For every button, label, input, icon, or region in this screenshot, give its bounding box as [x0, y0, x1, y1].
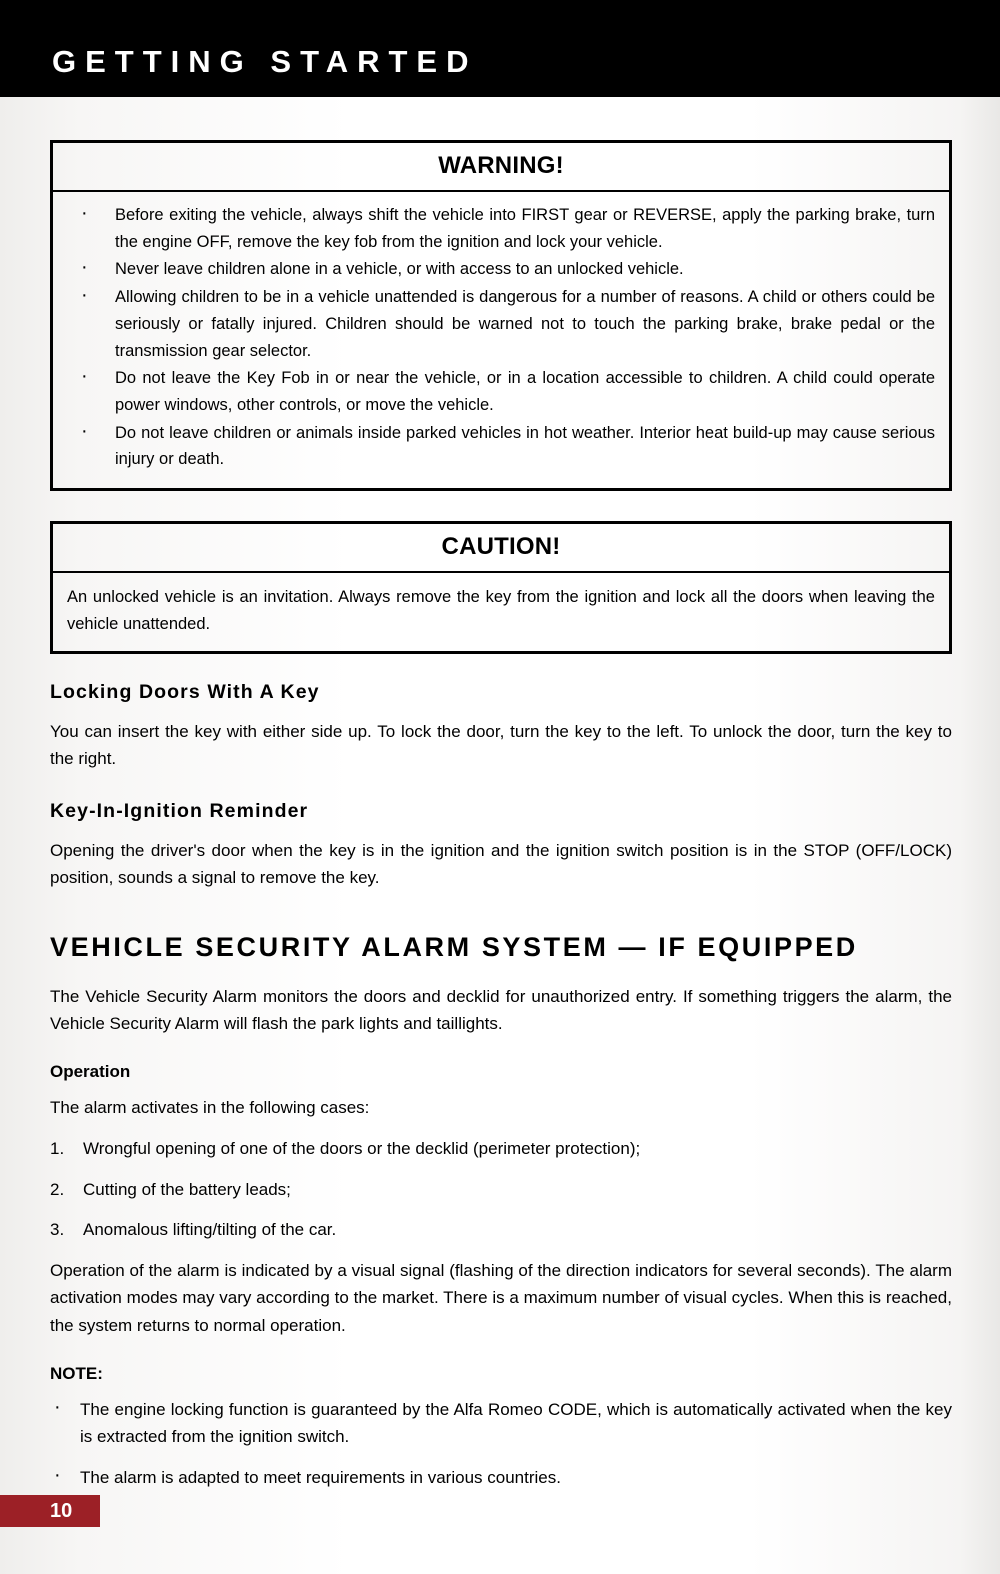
section-heading-key-in-ignition: Key-In-Ignition Reminder	[50, 799, 309, 822]
caution-heading: CAUTION!	[53, 524, 949, 573]
list-item-text: Wrongful opening of one of the doors or the decklid (perimeter protection);	[83, 1139, 641, 1159]
paragraph-operation-intro: The alarm activates in the following cases:	[50, 1097, 370, 1117]
page-title: GETTING STARTED	[52, 44, 478, 79]
caution-box	[50, 521, 952, 653]
list-item: · The engine locking function is guaranteed by the Alfa Romeo CODE, which is automatically activated when the key is extracted from the ignition switch.	[50, 1396, 952, 1451]
page-content	[0, 97, 1000, 1504]
section-heading-locking-doors: Locking Doors With A Key	[50, 680, 320, 703]
paragraph-key-in-ignition: Opening the driver's door when the key is in the ignition and the ignition switch position is in the STOP (OFF/LOCK) position, sounds a signal to remove the key.	[50, 840, 952, 888]
list-item: · Allowing children to be in a vehicle unattended is dangerous for a number of reasons. A child or others could be seriously or fatally injured. Children should be warned not to touch the parking brake, brake pedal or the transmission gear selector.	[67, 284, 935, 364]
note-list	[50, 1396, 952, 1492]
paragraph-operation-detail: Operation of the alarm is indicated by a visual signal (flashing of the direction indicators for several seconds). The alarm activation modes may vary according to the market. There is a maximum number of visual cycles. When this is reached, the system returns to normal operation.	[50, 1260, 952, 1335]
list-item-number: 2.	[50, 1179, 65, 1199]
page-header-bar	[0, 0, 1000, 97]
warning-heading: WARNING!	[53, 143, 949, 192]
list-item	[50, 1135, 952, 1163]
list-item-text: Cutting of the battery leads;	[83, 1179, 291, 1199]
alarm-cases-list	[50, 1135, 952, 1244]
section-heading-security-alarm: VEHICLE SECURITY ALARM SYSTEM — IF EQUIPPED	[50, 931, 858, 962]
note-label: NOTE:	[50, 1363, 103, 1383]
caution-text: An unlocked vehicle is an invitation. Always remove the key from the ignition and lock all the doors when leaving the vehicle unattended.	[67, 588, 935, 633]
list-item	[50, 1176, 952, 1204]
page-number-text: 10	[50, 1499, 73, 1522]
section-heading-operation: Operation	[50, 1061, 131, 1081]
list-item	[50, 1216, 952, 1244]
list-item: · The alarm is adapted to meet requirements in various countries.	[50, 1464, 952, 1492]
warning-box	[50, 140, 952, 491]
list-item-number: 3.	[50, 1220, 65, 1240]
list-item-number: 1.	[50, 1139, 65, 1159]
warning-list	[67, 202, 935, 473]
page-number-badge	[0, 1495, 100, 1527]
paragraph-security-alarm-intro: The Vehicle Security Alarm monitors the doors and decklid for unauthorized entry. If something triggers the alarm, the Vehicle Security Alarm will flash the park lights and taillights.	[50, 986, 952, 1034]
list-item: · Never leave children alone in a vehicle, or with access to an unlocked vehicle.	[67, 256, 935, 283]
list-item: · Do not leave children or animals inside parked vehicles in hot weather. Interior heat build-up may cause serious injury or death.	[67, 420, 935, 473]
warning-body	[53, 192, 949, 488]
list-item-text: Anomalous lifting/tilting of the car.	[83, 1220, 337, 1240]
paragraph-locking-doors: You can insert the key with either side up. To lock the door, turn the key to the left. To unlock the door, turn the key to the right.	[50, 721, 952, 769]
list-item: · Before exiting the vehicle, always shift the vehicle into FIRST gear or REVERSE, apply the parking brake, turn the engine OFF, remove the key fob from the ignition and lock your vehicle.	[67, 202, 935, 255]
list-item: · Do not leave the Key Fob in or near the vehicle, or in a location accessible to children. A child could operate power windows, other controls, or move the vehicle.	[67, 365, 935, 418]
